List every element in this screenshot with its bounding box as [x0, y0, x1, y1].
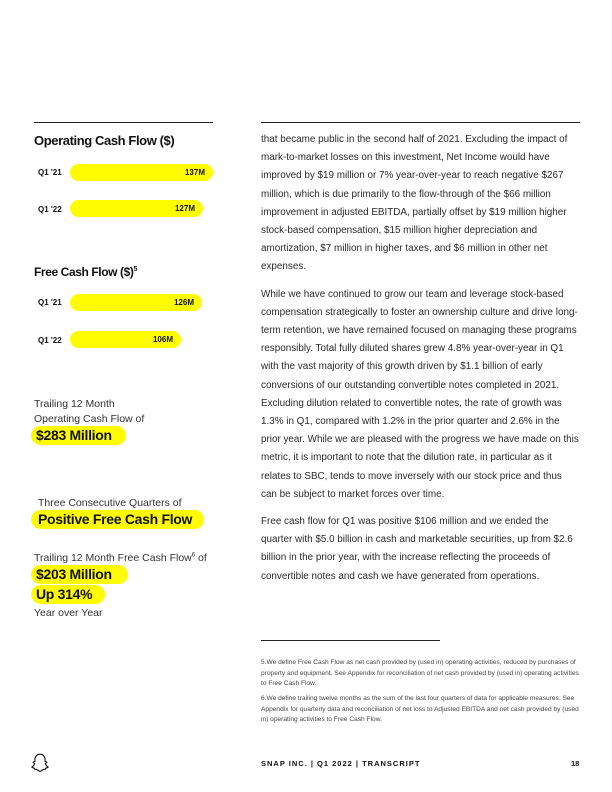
body-text — [261, 131, 579, 595]
bar-fcf-q1-22 — [70, 331, 181, 348]
ghost-logo-icon — [31, 753, 49, 773]
body-paragraph-2: While we have continued to grow our team and leverage stock-based compensation strategically to foster an ownership culture and drive long-term retention, we have remained focused on managing these programs responsibly. Total fully diluted shares grew 4.8% year-over-year in Q1 with the vast majority of this growth driven by $1.1 billion of early conversions of our outstanding convertible notes completed in 2021. Excluding dilution related to convertible notes, the rate of growth was 1.3% in Q1, compared with 1.2% in the prior quarter and 2.6% in the prior year. While we are pleased with the progress we have made on this metric, it is important to note that the dilution rate, in particular as it relates to SBC, tends to move inversely with our stock price and thus can be subject to market forces over time. — [261, 288, 579, 500]
ghost-logo-icon-svg — [31, 753, 49, 773]
bar-ocf-q1-22 — [70, 200, 203, 217]
kpi1-line1: Trailing 12 Month — [34, 398, 115, 410]
kpi3-line-last: Year over Year — [34, 607, 103, 619]
kpi3-footnote-ref: 6 — [191, 552, 196, 559]
operating-cash-flow-title: Operating Cash Flow ($) — [34, 133, 175, 148]
kpi3-line1 — [34, 552, 207, 564]
bar-label-ocf-q1-22: Q1 '22 — [38, 205, 62, 214]
bar-value-ocf-q1-22: 127M — [174, 204, 195, 213]
left-top-rule — [34, 122, 213, 123]
page-number: 18 — [571, 759, 580, 768]
bar-value-fcf-q1-22: 106M — [152, 335, 173, 344]
free-cash-flow-title — [34, 265, 137, 279]
kpi2-line1: Three Consecutive Quarters of — [38, 497, 182, 509]
bar-fcf-q1-21 — [70, 294, 202, 311]
kpi3-highlight2: Up 314% — [36, 586, 93, 602]
bar-ocf-q1-21 — [70, 164, 213, 181]
footnote-6: 6.We define trailing twelve months as the sum of the last four quarters of data for applicable measures. See Appendix for quarterly data and reconciliation of net loss to Adjusted EBITDA and net cash provided by (used in) operating activities to Free Cash Flow. — [261, 695, 579, 723]
kpi2-highlight: Positive Free Cash Flow — [38, 511, 193, 527]
footnote-rule — [261, 640, 440, 641]
bar-value-fcf-q1-21: 126M — [173, 298, 194, 307]
kpi3-highlight1: $203 Million — [36, 566, 112, 582]
body-paragraph-3: Free cash flow for Q1 was positive $106 million and we ended the quarter with $5.0 billion in cash and marketable securities, up from $2.6 billion in the prior year, with the increase reflecting the proceeds of convertible notes and cash we have generated from operations. — [261, 516, 573, 582]
kpi1-highlight: $283 Million — [36, 427, 112, 443]
bar-label-ocf-q1-21: Q1 '21 — [38, 168, 62, 177]
bar-label-fcf-q1-22: Q1 '22 — [38, 336, 62, 345]
kpi3-line1-text: Trailing 12 Month Free Cash Flow — [34, 552, 192, 564]
kpi3-line1-end: of — [195, 552, 207, 564]
bar-value-ocf-q1-21: 137M — [184, 168, 205, 177]
footer-text: SNAP INC. | Q1 2022 | TRANSCRIPT — [261, 759, 421, 768]
footnote-5: 5.We define Free Cash Flow as net cash provided by (used in) operating activities, reduced by purchases of property and equipment. See Appendix for reconciliation of net cash provided by (used in) operating activities to Free Cash Flow. — [261, 659, 579, 687]
kpi1-line2: Operating Cash Flow of — [34, 413, 145, 425]
free-cash-flow-title-text: Free Cash Flow ($) — [34, 265, 134, 279]
body-paragraph-1: that became public in the second half of 2021. Excluding the impact of mark-to-market losses on this investment, Net Income would have improved by $19 million or 7% year-over-year to reach negative $267 million, which is due primarily to the flow-through of the $66 million improvement in adjusted EBITDA, partially offset by $19 million higher stock-based compensation, $15 million higher depreciation and amortization, $7 million in higher taxes, and $6 million in other net expenses. — [261, 134, 568, 273]
bar-label-fcf-q1-21: Q1 '21 — [38, 298, 62, 307]
right-top-rule — [261, 122, 580, 123]
free-cash-flow-footnote-ref: 5 — [133, 266, 137, 273]
